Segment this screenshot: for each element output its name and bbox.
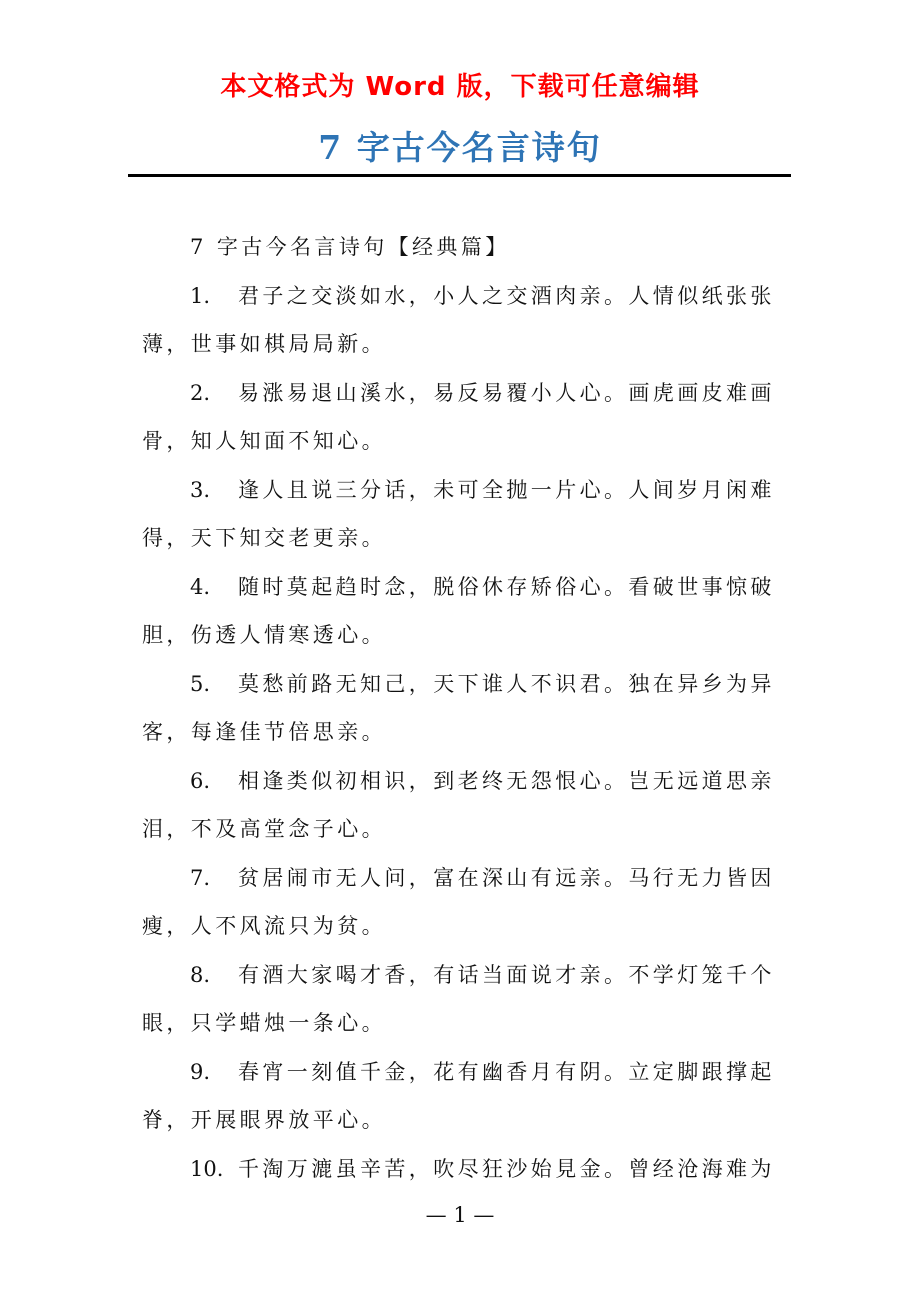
item-number: 4. <box>190 575 211 599</box>
item-number: 9. <box>190 1060 211 1084</box>
quote-continuation: 瘦，人不风流只为贫。 <box>142 914 386 938</box>
item-number: 8. <box>190 963 211 987</box>
page-number: — 1 — <box>425 1203 495 1227</box>
quote-continuation: 脊，开展眼界放平心。 <box>142 1108 386 1132</box>
quote-continuation: 客，每逢佳节倍思亲。 <box>142 720 386 744</box>
item-number: 5. <box>190 672 211 696</box>
download-banner: 本文格式为 Word 版，下载可任意编辑 <box>220 72 700 102</box>
document-title: 7 字古今名言诗句 <box>318 128 602 167</box>
item-number: 2. <box>190 381 211 405</box>
quote-line: 易涨易退山溪水，易反易覆小人心。画虎画皮难画 <box>238 381 775 405</box>
quote-line: 相逢类似初相识，到老终无怨恨心。岂无远道思亲 <box>238 769 775 793</box>
item-number: 10. <box>190 1157 224 1181</box>
quote-continuation: 得，天下知交老更亲。 <box>142 526 386 550</box>
quote-line: 随时莫起趋时念，脱俗休存矫俗心。看破世事惊破 <box>238 575 775 599</box>
quote-continuation: 骨，知人知面不知心。 <box>142 429 386 453</box>
quote-line: 有酒大家喝才香，有话当面说才亲。不学灯笼千个 <box>238 963 775 987</box>
quote-continuation: 眼，只学蜡烛一条心。 <box>142 1011 386 1035</box>
item-number: 6. <box>190 769 211 793</box>
quote-continuation: 泪，不及高堂念子心。 <box>142 817 386 841</box>
item-number: 7. <box>190 866 211 890</box>
quote-line: 春宵一刻值千金，花有幽香月有阴。立定脚跟撑起 <box>238 1060 775 1084</box>
item-number: 3. <box>190 478 211 502</box>
section-heading: 7 字古今名言诗句【经典篇】 <box>190 235 510 259</box>
quote-line: 千淘万漉虽辛苦，吹尽狂沙始見金。曾经沧海难为 <box>238 1157 775 1181</box>
quote-continuation: 薄，世事如棋局局新。 <box>142 332 386 356</box>
title-divider <box>128 174 791 177</box>
item-number: 1. <box>190 284 211 308</box>
quote-line: 贫居闹市无人问，富在深山有远亲。马行无力皆因 <box>238 866 775 890</box>
quote-line: 莫愁前路无知己，天下谁人不识君。独在异乡为异 <box>238 672 775 696</box>
quote-line: 逢人且说三分话，未可全抛一片心。人间岁月闲难 <box>238 478 775 502</box>
quote-continuation: 胆，伤透人情寒透心。 <box>142 623 386 647</box>
quote-line: 君子之交淡如水，小人之交酒肉亲。人情似纸张张 <box>238 284 775 308</box>
